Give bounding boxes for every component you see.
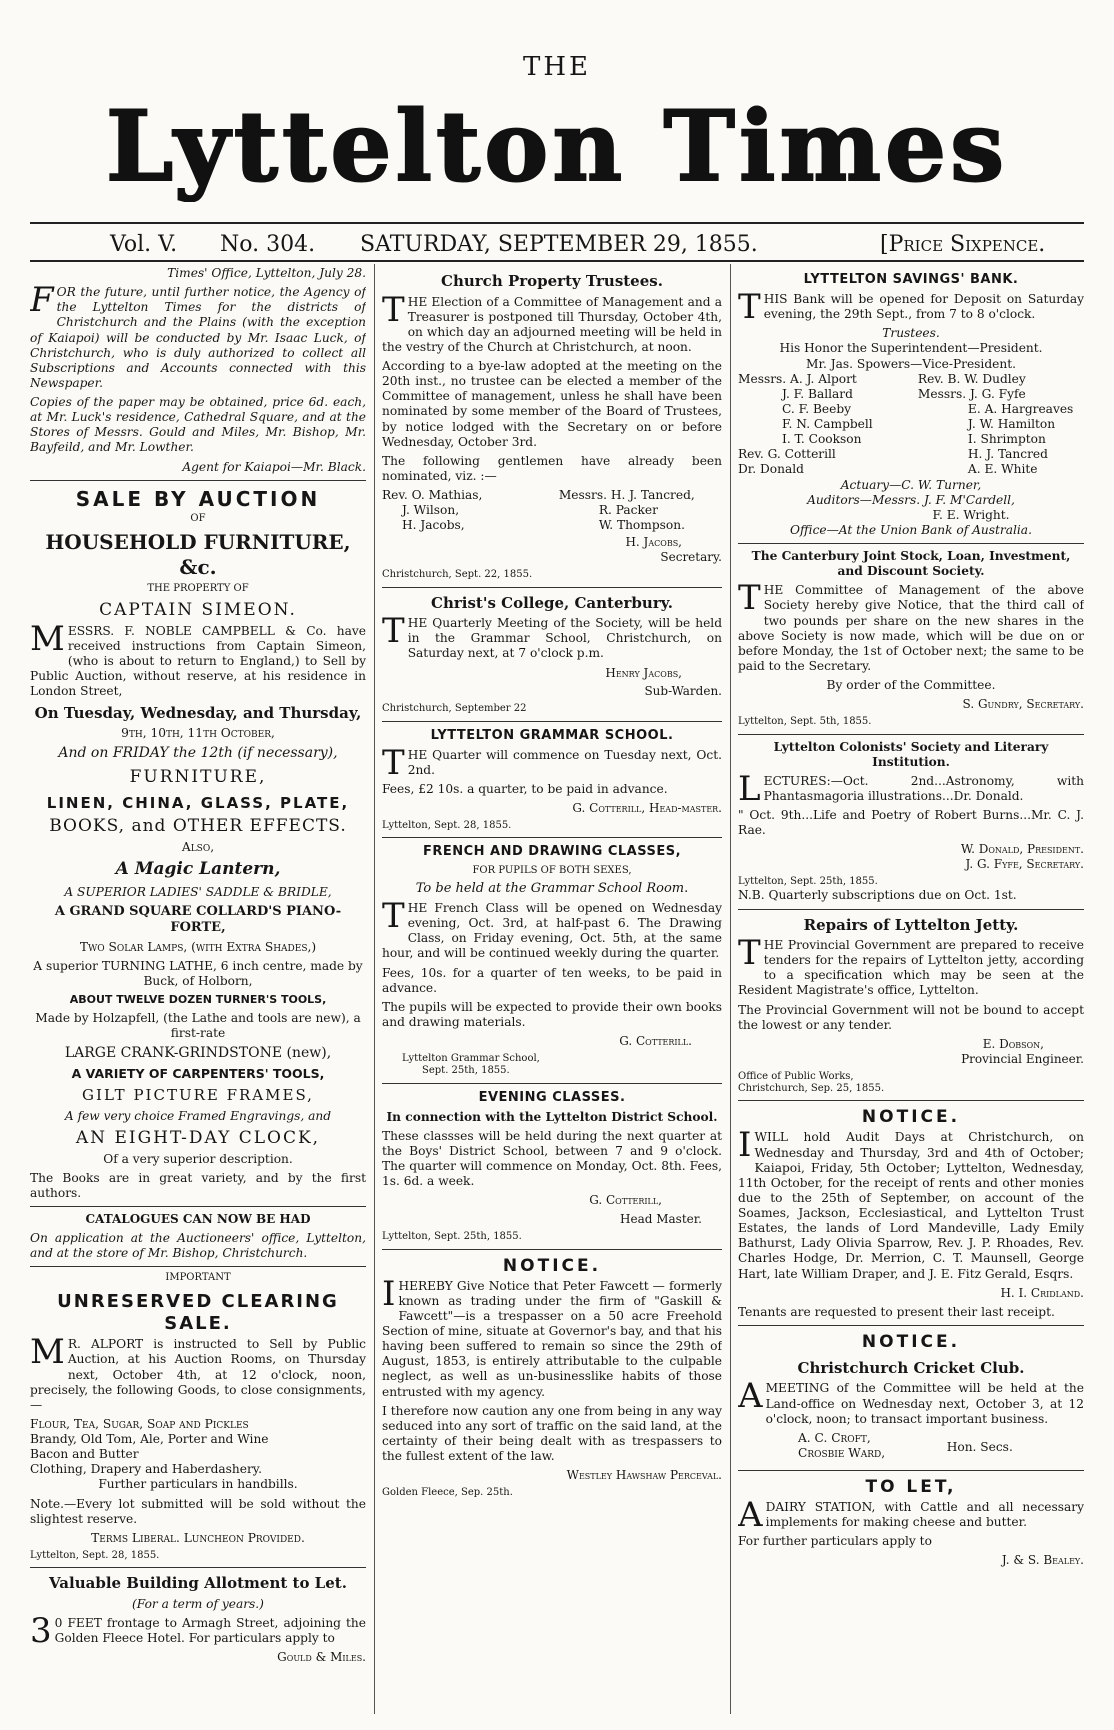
jetty-date-2: Christchurch, Sep. 25, 1855. xyxy=(738,1083,885,1094)
auction-grindstone: LARGE CRANK-GRINDSTONE (new), xyxy=(64,1045,332,1062)
french-sub: FOR PUPILS OF BOTH SEXES, xyxy=(472,864,632,876)
auction-holtz: Made by Holzapfell, (the Lathe and tools are new), a first-rate xyxy=(35,1010,361,1040)
auction-also: Also, xyxy=(181,840,215,855)
column-divider-1 xyxy=(374,264,375,1714)
separator xyxy=(738,543,1084,544)
allotment-heading: Valuable Building Allotment to Let. xyxy=(49,1574,347,1593)
column-1 xyxy=(30,266,366,1711)
auction-carpenters: A VARIETY OF CARPENTERS' TOOLS, xyxy=(71,1066,325,1082)
auction-days: On Tuesday, Wednesday, and Thursday, xyxy=(34,703,362,722)
trustee-left: F. N. Campbell xyxy=(782,417,873,432)
grammar-heading: LYTTELTON GRAMMAR SCHOOL. xyxy=(430,727,674,743)
auction-furniture: FURNITURE, xyxy=(129,766,267,787)
french-pupils: The pupils will be expected to provide their own books and drawing materials. xyxy=(382,999,722,1029)
separator xyxy=(382,1083,722,1084)
auction-clock-desc: Of a very superior description. xyxy=(103,1151,293,1166)
cricket-signature-2: Crosbie Ward, xyxy=(798,1445,886,1460)
church-signature-role: Secretary. xyxy=(660,550,722,565)
allotment-term: (For a term of years.) xyxy=(132,1596,264,1611)
alport-goods-3: Bacon and Butter xyxy=(30,1447,139,1462)
allotment-body: 30 FEET frontage to Armagh Street, adjoining the Golden Fleece Hotel. For particulars apply to xyxy=(30,1611,366,1652)
separator xyxy=(738,734,1084,735)
jetty-signature: E. Dobson, xyxy=(982,1036,1044,1051)
column-2 xyxy=(382,266,722,1711)
agency-notice: FOR the future, until further notice, the Agency of the Lyttelton Times for the districts of Christchurch and the Plains (with the exception of Kaiapoi) will be conducted by Mr. Isaac Luck, of Christchurch, who is duly authorized to collect all Subscriptions and Accounts connected with this Newspaper. xyxy=(30,280,366,390)
let-heading: TO LET, xyxy=(865,1477,957,1498)
cricket-signature-1: A. C. Croft, xyxy=(798,1430,871,1445)
colonists-lecture-2: " Oct. 9th...Life and Poetry of Robert Burns...Mr. C. J. Rae. xyxy=(738,808,1084,838)
separator xyxy=(738,1325,1084,1326)
notice-tenants: Tenants are requested to present their last receipt. xyxy=(738,1304,1055,1319)
notice-body: IHEREBY Give Notice that Peter Fawcett — formerly known as trading under the firm of "Gaskill & Fawcett"—is a trespasser on a 50 acre Freehold Section of mine, situate at Governor's bay, and that his having been suffered to remain so since the 29th of August, 1853, is entirely attributable to the culpable neglect, as well as un-businesslike habits of those entrusted with my agency. xyxy=(382,1273,722,1399)
evening-heading: EVENING CLASSES. xyxy=(478,1089,626,1105)
agency-copies: Copies of the paper may be obtained, price 6d. each, at Mr. Luck's residence, Cathedral Square, and at the Stores of Messrs. Gould and Miles, Mr. Bishop, Mr. Bayfeild, and Mr. Lowther. xyxy=(30,395,366,455)
nominee-left: H. Jacobs, xyxy=(402,518,465,533)
auction-clock: AN EIGHT-DAY CLOCK, xyxy=(75,1127,321,1148)
canterbury-order: By order of the Committee. xyxy=(826,678,996,693)
french-signature: G. Cotterill. xyxy=(619,1034,692,1049)
separator xyxy=(382,837,722,838)
trustee-right: E. A. Hargreaves xyxy=(967,401,1074,416)
column-divider-2 xyxy=(730,264,731,1714)
nominee-right: R. Packer xyxy=(598,503,658,518)
catalogues-heading: CATALOGUES CAN NOW BE HAD xyxy=(85,1212,311,1227)
savings-president: His Honor the Superintendent—President. xyxy=(779,341,1043,356)
auction-books: BOOKS, and OTHER EFFECTS. xyxy=(49,816,347,837)
church-nominees xyxy=(382,488,722,533)
trustee-left: J. F. Ballard xyxy=(782,386,853,401)
separator xyxy=(30,1266,366,1267)
let-signature: J. & S. Bealey. xyxy=(1001,1553,1084,1568)
grammar-body: THE Quarter will commence on Tuesday next, Oct. 2nd. xyxy=(382,742,722,783)
college-heading: Christ's College, Canterbury. xyxy=(431,593,673,612)
auction-linen: LINEN, CHINA, GLASS, PLATE, xyxy=(46,793,350,812)
price: [Price Sixpence. xyxy=(880,232,1046,257)
separator xyxy=(30,480,366,481)
colonists-lecture-1: LECTURES:—Oct. 2nd...Astronomy, with Phantasmagoria illustrations...Dr. Donald. xyxy=(738,768,1084,809)
evening-signature: G. Cotterill, xyxy=(589,1193,662,1208)
alport-body: MR. ALPORT is instructed to Sell by Public Auction, at his Auction Rooms, on Thursday next, October 4th, at 12 o'clock, noon, precisely, the following Goods, to close consignments,— xyxy=(30,1332,366,1412)
separator xyxy=(738,909,1084,910)
auction-frames: GILT PICTURE FRAMES, xyxy=(82,1085,314,1104)
college-body: THE Quarterly Meeting of the Society, will be held in the Grammar School, Christchurch, on Saturday next, at 7 o'clock p.m. xyxy=(382,611,722,661)
catalogues-body: On application at the Auctioneers' office, Lyttelton, and at the store of Mr. Bishop, Christchurch. xyxy=(30,1231,366,1261)
nominee-right: Messrs. H. J. Tancred, xyxy=(558,488,695,503)
alport-terms: Terms Liberal. Luncheon Provided. xyxy=(91,1530,305,1545)
savings-vice: Mr. Jas. Spowers—Vice-President. xyxy=(806,356,1016,371)
trustee-left: Rev. G. Cotterill xyxy=(738,447,836,462)
evening-date: Lyttelton, Sept. 25th, 1855. xyxy=(382,1231,522,1243)
unreserved-heading: UNRESERVED CLEARING SALE. xyxy=(57,1290,339,1334)
jetty-heading: Repairs of Lyttelton Jetty. xyxy=(803,915,1019,934)
church-signature: H. Jacobs, xyxy=(625,535,682,550)
cricket-heading: Christchurch Cricket Club. xyxy=(797,1358,1025,1377)
jetty-signature-role: Provincial Engineer. xyxy=(961,1051,1084,1066)
agency-signature: Agent for Kaiapoi—Mr. Black. xyxy=(182,459,366,474)
grammar-fees: Fees, £2 10s. a quarter, to be paid in advance. xyxy=(382,782,668,797)
evening-signature-role: Head Master. xyxy=(620,1212,702,1227)
jetty-body: THE Provincial Government are prepared to receive tenders for the repairs of Lyttelton jetty, according to a specification which may be seen at the Resident Magistrate's office, Lyttelton. xyxy=(738,933,1084,998)
cricket-body: AMEETING of the Committee will be held at the Land-office on Wednesday next, October 3, at 12 o'clock, noon; to transact important business. xyxy=(738,1376,1084,1426)
auction-piano: A GRAND SQUARE COLLARD'S PIANO-FORTE, xyxy=(54,903,342,935)
evening-sub: In connection with the Lyttelton District School. xyxy=(386,1109,718,1124)
rule-bottom xyxy=(30,260,1084,262)
church-heading: Church Property Trustees. xyxy=(441,272,663,290)
college-date: Christchurch, September 22 xyxy=(382,703,527,715)
colonists-signature-2: J. G. Fyfe, Secretary. xyxy=(965,857,1084,872)
trustee-right: A. E. White xyxy=(967,462,1038,477)
canterbury-date: Lyttelton, Sept. 5th, 1855. xyxy=(738,716,872,728)
church-body-2: According to a bye-law adopted at the meeting on the 20th inst., no trustee can be elected a member of the Committee of management, unless he shall have been nominated by some member of the Board of Trustees, by notice lodged with the Secretary on or before Wednesday, October 3rd. xyxy=(382,359,722,449)
church-body-3: The following gentlemen have already been nominated, viz. :— xyxy=(382,453,722,483)
auction-title: HOUSEHOLD FURNITURE, &c. xyxy=(45,529,351,579)
trustee-left: Dr. Donald xyxy=(738,462,804,477)
let-body: ADAIRY STATION, with Cattle and all necessary implements for making cheese and butter. xyxy=(738,1495,1084,1536)
church-date: Christchurch, Sept. 22, 1855. xyxy=(382,569,533,581)
cricket-notice: NOTICE. xyxy=(861,1331,961,1352)
college-signature-role: Sub-Warden. xyxy=(644,684,722,699)
masthead-title xyxy=(40,92,1074,202)
auction-lantern: A Magic Lantern, xyxy=(115,859,281,880)
important-label: IMPORTANT xyxy=(165,1272,231,1284)
jetty-date-1: Office of Public Works, xyxy=(738,1070,854,1082)
college-signature: Henry Jacobs, xyxy=(605,665,682,680)
french-heading: FRENCH AND DRAWING CLASSES, xyxy=(422,844,682,860)
separator xyxy=(382,1249,722,1250)
separator xyxy=(30,1206,366,1207)
auction-engravings: A few very choice Framed Engravings, and xyxy=(64,1108,332,1123)
jetty-body-2: The Provincial Government will not be bound to accept the lowest or any tender. xyxy=(738,1002,1084,1032)
dateline xyxy=(30,232,1084,260)
separator xyxy=(738,1470,1084,1471)
allotment-signature: Gould & Miles. xyxy=(277,1650,366,1665)
grammar-date: Lyttelton, Sept. 28, 1855. xyxy=(382,820,512,832)
auction-lathe: A superior TURNING LATHE, 6 inch centre, made by Buck, of Holborn, xyxy=(33,959,363,989)
colonists-heading: Lyttelton Colonists' Society and Literary Institution. xyxy=(773,739,1049,769)
let-apply: For further particulars apply to xyxy=(738,1534,932,1549)
auction-dates: 9th, 10th, 11th October, xyxy=(121,726,275,741)
trustee-right: Messrs. J. G. Fyfe xyxy=(917,386,1026,401)
trustee-right: Rev. B. W. Dudley xyxy=(917,371,1026,386)
separator xyxy=(382,721,722,722)
notice-signature: H. I. Cridland. xyxy=(1000,1285,1084,1300)
canterbury-heading: The Canterbury Joint Stock, Loan, Investment, and Discount Society. xyxy=(751,549,1071,579)
alport-date: Lyttelton, Sept. 28, 1855. xyxy=(30,1549,160,1561)
savings-actuary: Actuary—C. W. Turner, xyxy=(840,477,982,492)
cricket-signatures xyxy=(798,1431,1084,1465)
rule-top xyxy=(30,222,1084,224)
issue-number: No. 304. xyxy=(220,232,316,257)
grammar-signature: G. Cotterill, Head-master. xyxy=(572,801,722,816)
savings-auditor-2: F. E. Wright. xyxy=(932,507,1010,522)
agency-dateline: Times' Office, Lyttelton, July 28. xyxy=(167,266,366,280)
canterbury-body: THE Committee of Management of the above Society hereby give Notice, that the third call of two pounds per share on the new shares in the above Society is now made, which will be due on or before Monday, the 1st of October next; the same to be paid to the Secretary. xyxy=(738,578,1084,673)
trustee-left: C. F. Beeby xyxy=(782,401,852,416)
savings-heading: LYTTELTON SAVINGS' BANK. xyxy=(803,272,1019,287)
trustee-left: Messrs. A. J. Alport xyxy=(738,371,857,386)
separator xyxy=(30,1567,366,1568)
cricket-role: Hon. Secs. xyxy=(946,1440,1013,1455)
issue-date: SATURDAY, SEPTEMBER 29, 1855. xyxy=(360,232,758,257)
savings-trustee-list xyxy=(738,372,1084,478)
notice-signature: Westley Hawshaw Perceval. xyxy=(566,1468,722,1483)
nominee-right: W. Thompson. xyxy=(598,518,685,533)
auction-property: THE PROPERTY OF xyxy=(147,583,249,595)
alport-goods-4: Clothing, Drapery and Haberdashery. xyxy=(30,1462,262,1477)
canterbury-signature: S. Gundry, Secretary. xyxy=(962,697,1084,712)
trustee-right: H. J. Tancred xyxy=(967,447,1048,462)
alport-note: Note.—Every lot submitted will be sold without the slightest reserve. xyxy=(30,1496,366,1526)
auction-friday: And on FRIDAY the 12th (if necessary), xyxy=(58,745,338,762)
separator xyxy=(738,1100,1084,1101)
savings-office: Office—At the Union Bank of Australia. xyxy=(790,522,1032,537)
notice-body-2: I therefore now caution any one from being in any way seduced into any sort of traffic on the said land, at the certainty of their being dealt with as trespassers to the fullest extent of the law. xyxy=(382,1403,722,1464)
french-date-2: Sept. 25th, 1855. xyxy=(422,1065,510,1077)
french-date-1: Lyttelton Grammar School, xyxy=(402,1052,540,1064)
savings-body: THIS Bank will be opened for Deposit on Saturday evening, the 29th Sept., from 7 to 8 o'clock. xyxy=(738,287,1084,328)
nominee-left: J. Wilson, xyxy=(402,503,460,518)
masthead-the: THE xyxy=(523,52,591,82)
alport-goods-5: Further particulars in handbills. xyxy=(98,1477,298,1492)
column-3 xyxy=(738,266,1084,1711)
separator xyxy=(382,587,722,588)
auction-books-note: The Books are in great variety, and by the first authors. xyxy=(30,1170,366,1201)
french-where: To be held at the Grammar School Room. xyxy=(415,880,689,896)
church-body: THE Election of a Committee of Management and a Treasurer is postponed till Thursday, October 4th, on which day an adjourned meeting will be held in the vestry of the Church at Christchurch, at noon. xyxy=(382,289,722,354)
notice-heading: NOTICE. xyxy=(502,1255,602,1276)
nominee-left: Rev. O. Mathias, xyxy=(382,488,483,503)
notice-date: Golden Fleece, Sep. 25th. xyxy=(382,1487,513,1499)
alport-goods-2: Brandy, Old Tom, Ale, Porter and Wine xyxy=(30,1432,269,1447)
masthead-title-text: Lyttelton Times xyxy=(105,92,1009,202)
auction-saddle: A SUPERIOR LADIES' SADDLE & BRIDLE, xyxy=(64,884,332,899)
trustee-right: J. W. Hamilton xyxy=(967,417,1056,432)
colonists-nb: N.B. Quarterly subscriptions due on Oct. 1st. xyxy=(738,888,1017,903)
auction-body: MESSRS. F. NOBLE CAMPBELL & Co. have received instructions from Captain Simeon, (who is about to return to England,) to Sell by Public Auction, without reserve, at his residence in London Street, xyxy=(30,618,366,699)
trustee-left: I. T. Cookson xyxy=(782,432,862,447)
colonists-signature-1: W. Donald, President. xyxy=(960,842,1084,857)
auction-lamps: Two Solar Lamps, (with Extra Shades,) xyxy=(79,939,317,954)
notice-heading: NOTICE. xyxy=(861,1107,961,1128)
french-body: THE French Class will be opened on Wednesday evening, Oct. 3rd, at half-past 6. The Drawing Class, on Friday evening, Oct. 5th, at the same hour, and will be continued weekly during the quarter. xyxy=(382,896,722,961)
savings-auditors: Auditors—Messrs. J. F. M'Cardell, xyxy=(807,492,1015,507)
colonists-date: Lyttelton, Sept. 25th, 1855. xyxy=(738,876,878,887)
auction-tools: ABOUT TWELVE DOZEN TURNER'S TOOLS, xyxy=(69,993,327,1007)
savings-trustees: Trustees. xyxy=(882,326,940,341)
alport-goods-1: Flour, Tea, Sugar, Soap and Pickles xyxy=(30,1416,249,1431)
auction-of: OF xyxy=(190,513,206,525)
volume: Vol. V. xyxy=(110,232,178,257)
auction-heading: SALE BY AUCTION xyxy=(75,486,321,511)
notice-body: IWILL hold Audit Days at Christchurch, on Wednesday and Thursday, 3rd and 4th of October; Kaiapoi, Friday, 5th October; Lyttelton, Wednesday, 11th October, for the receipt of rents and other monies due to the 25th of September, on account of the Soames, Jackson, Ecclesiastical, and Lyttelton Trust Estates, the lands of Lord Mandeville, Lady Emily Bathurst, Lady Olivia Sparrow, Rev. J. P. Rhoades, Rev. Charles Hodge, Dr. Merrion, C. T. Maunsell, George Hart, late William Draper, and J. E. Fitz Gerald, Esqrs. xyxy=(738,1125,1084,1281)
auction-owner: CAPTAIN SIMEON. xyxy=(99,599,297,620)
evening-body: These classses will be held during the next quarter at the Boys' District School, between 7 and 9 o'clock. The quarter will commence on Monday, Oct. 8th. Fees, 1s. 6d. a week. xyxy=(382,1128,722,1189)
trustee-right: I. Shrimpton xyxy=(967,432,1046,447)
french-fees: Fees, 10s. for a quarter of ten weeks, to be paid in advance. xyxy=(382,965,722,995)
